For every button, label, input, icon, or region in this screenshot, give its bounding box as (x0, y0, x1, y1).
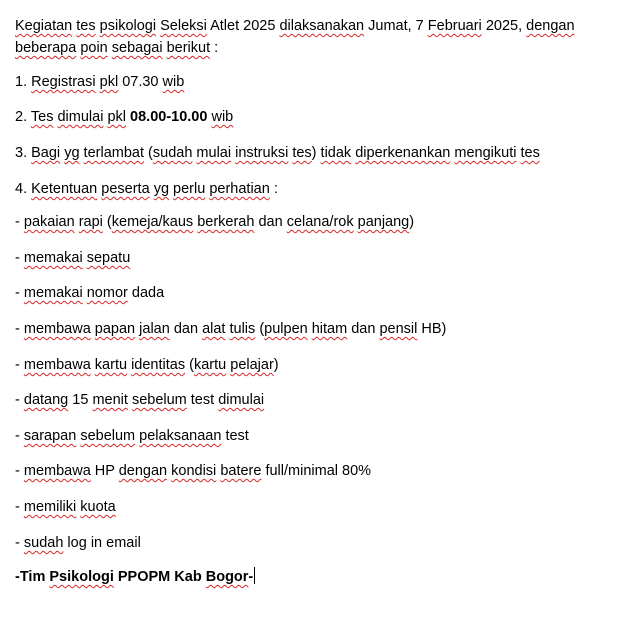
rule-item (15, 356, 279, 374)
point-2-time: 08.00-10.00 (130, 109, 208, 125)
rule-item (15, 249, 130, 267)
rule-text: - memakai nomor dada (15, 285, 165, 301)
signature-text: -Tim Psikologi PPOPM Kab Bogor- (15, 569, 254, 585)
intro-line-2 (15, 39, 218, 57)
rule-item (15, 498, 116, 516)
rule-text: - sarapan sebelum pelaksanaan test (15, 428, 249, 444)
point-2-suffix: wib (211, 109, 234, 125)
rule-text: - memiliki kuota (15, 499, 116, 515)
rule-text: - datang 15 menit sebelum test dimulai (15, 392, 265, 408)
rule-text: - sudah log in email (15, 535, 141, 551)
point-1-text: 1. Registrasi pkl 07.30 wib (15, 74, 185, 90)
rule-text: - memakai sepatu (15, 250, 131, 266)
rule-item (15, 320, 446, 338)
rule-text: - membawa HP dengan kondisi batere full/minimal 80% (15, 463, 372, 479)
rule-item (15, 534, 141, 552)
point-4 (15, 180, 278, 198)
rule-text: - membawa kartu identitas (kartu pelajar) (15, 357, 279, 373)
rule-item (15, 391, 264, 409)
rule-item (15, 462, 371, 480)
point-2-prefix: 2. Tes dimulai pkl (15, 109, 126, 125)
intro-line-1 (15, 17, 575, 35)
point-4-text: 4. Ketentuan peserta yg perlu perhatian : (15, 181, 278, 197)
point-1 (15, 73, 184, 91)
point-2 (15, 108, 233, 126)
rule-text: - membawa papan jalan dan alat tulis (pulpen hitam dan pensil HB) (15, 321, 447, 337)
point-3-text: 3. Bagi yg terlambat (sudah mulai instruksi tes) tidak diperkenankan mengikuti tes (15, 145, 540, 161)
text-cursor (254, 567, 255, 584)
rule-item (15, 284, 164, 302)
rule-text: - pakaian rapi (kemeja/kaus berkerah dan celana/rok panjang) (15, 214, 415, 230)
intro-line-1-text: Kegiatan tes psikologi Seleksi Atlet 2025 dilaksanakan Jumat, 7 Februari 2025, dengan (15, 18, 575, 34)
rule-item (15, 213, 414, 231)
signature-line (15, 567, 255, 586)
rule-item (15, 427, 249, 445)
point-3 (15, 144, 540, 162)
intro-line-2-text: beberapa poin sebagai berikut : (15, 40, 219, 56)
